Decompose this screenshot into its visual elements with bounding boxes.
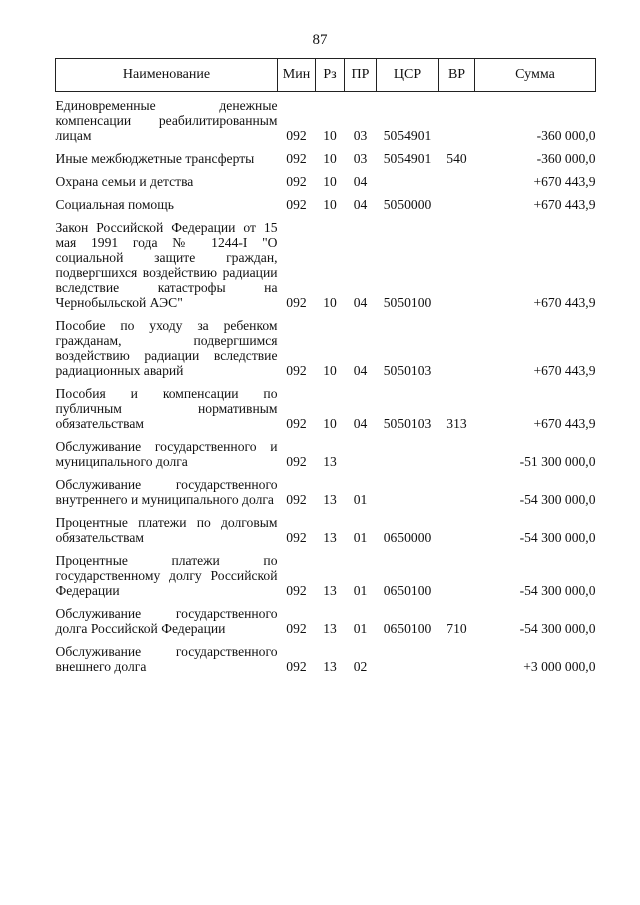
cell-csr: 0650100 xyxy=(383,583,432,598)
cell-sum: -51 300 000,0 xyxy=(519,454,596,469)
cell-rz: 10 xyxy=(323,128,337,143)
cell-vr: 710 xyxy=(446,621,467,636)
cell-name: Процентные платежи по государственному долгу Российской Федерации xyxy=(55,553,278,598)
header-rz: Рз xyxy=(316,59,345,92)
cell-min: 092 xyxy=(286,197,307,212)
cell-csr: 5050103 xyxy=(383,363,432,378)
cell-csr xyxy=(377,471,439,509)
table-row xyxy=(56,312,596,380)
cell-csr: 0650100 xyxy=(383,621,432,636)
cell-min: 092 xyxy=(286,128,307,143)
cell-pr: 01 xyxy=(353,492,368,507)
cell-vr xyxy=(439,312,475,380)
page-number: 87 xyxy=(312,32,328,48)
cell-sum: -54 300 000,0 xyxy=(519,621,596,636)
header-min: Мин xyxy=(278,59,316,92)
header-pr: ПР xyxy=(345,59,377,92)
table-row xyxy=(56,145,596,168)
cell-sum: +670 443,9 xyxy=(533,197,596,212)
cell-pr xyxy=(345,433,377,471)
cell-pr: 01 xyxy=(353,621,368,636)
table-row xyxy=(56,168,596,191)
cell-pr: 04 xyxy=(353,363,368,378)
header-sum: Сумма xyxy=(475,59,596,92)
cell-rz: 10 xyxy=(323,174,337,189)
cell-vr: 540 xyxy=(446,151,467,166)
cell-sum: -54 300 000,0 xyxy=(519,583,596,598)
cell-csr xyxy=(377,638,439,676)
cell-rz: 13 xyxy=(323,583,337,598)
cell-vr xyxy=(439,471,475,509)
cell-vr xyxy=(439,168,475,191)
cell-rz: 10 xyxy=(323,416,337,431)
cell-min: 092 xyxy=(286,295,307,310)
cell-pr: 04 xyxy=(353,197,368,212)
header-name: Наименование xyxy=(56,59,278,92)
cell-pr: 02 xyxy=(353,659,368,674)
cell-pr: 04 xyxy=(353,295,368,310)
cell-csr xyxy=(377,168,439,191)
cell-name: Обслуживание государственного внутреннего и муниципального долга xyxy=(55,477,278,507)
cell-pr: 01 xyxy=(353,583,368,598)
cell-vr xyxy=(439,547,475,600)
cell-csr: 5054901 xyxy=(383,151,432,166)
cell-rz: 10 xyxy=(323,295,337,310)
cell-sum: -54 300 000,0 xyxy=(519,530,596,545)
cell-min: 092 xyxy=(286,659,307,674)
cell-name: Закон Российской Федерации от 15 мая 1991 года № 1244-I "О социальной защите граждан, подвергшихся воздействию радиации вследствие катастрофы на Чернобыльской АЭС" xyxy=(55,220,278,310)
cell-min: 092 xyxy=(286,151,307,166)
cell-vr: 313 xyxy=(446,416,467,431)
cell-sum: +670 443,9 xyxy=(533,174,596,189)
cell-csr: 5050000 xyxy=(383,197,432,212)
cell-sum: +670 443,9 xyxy=(533,416,596,431)
header-csr: ЦСР xyxy=(377,59,439,92)
cell-csr: 5050100 xyxy=(383,295,432,310)
cell-csr: 5050103 xyxy=(383,416,432,431)
table-row xyxy=(56,600,596,638)
table-row xyxy=(56,509,596,547)
table-row xyxy=(56,214,596,312)
cell-sum: +670 443,9 xyxy=(533,363,596,378)
cell-rz: 10 xyxy=(323,151,337,166)
cell-name: Обслуживание государственного долга Российской Федерации xyxy=(55,606,278,636)
cell-name: Иные межбюджетные трансферты xyxy=(55,151,255,166)
table-row xyxy=(56,92,596,146)
cell-min: 092 xyxy=(286,363,307,378)
cell-name: Охрана семьи и детства xyxy=(55,174,194,189)
cell-vr xyxy=(439,433,475,471)
cell-min: 092 xyxy=(286,530,307,545)
cell-pr: 04 xyxy=(353,174,368,189)
cell-min: 092 xyxy=(286,492,307,507)
cell-rz: 13 xyxy=(323,492,337,507)
cell-name: Единовременные денежные компенсации реабилитированным лицам xyxy=(55,98,278,143)
cell-sum: -360 000,0 xyxy=(536,128,596,143)
cell-min: 092 xyxy=(286,583,307,598)
cell-name: Процентные платежи по долговым обязательствам xyxy=(55,515,278,545)
cell-csr: 5054901 xyxy=(383,128,432,143)
cell-rz: 10 xyxy=(323,363,337,378)
cell-vr xyxy=(439,191,475,214)
header-vr: ВР xyxy=(439,59,475,92)
cell-vr xyxy=(439,214,475,312)
cell-csr: 0650000 xyxy=(383,530,432,545)
cell-pr: 03 xyxy=(353,128,368,143)
cell-vr xyxy=(439,509,475,547)
cell-sum: -54 300 000,0 xyxy=(519,492,596,507)
cell-min: 092 xyxy=(286,174,307,189)
cell-vr xyxy=(439,638,475,676)
cell-rz: 13 xyxy=(323,454,337,469)
cell-rz: 13 xyxy=(323,621,337,636)
cell-csr xyxy=(377,433,439,471)
table-row xyxy=(56,191,596,214)
cell-sum: -360 000,0 xyxy=(536,151,596,166)
cell-name: Обслуживание государственного внешнего долга xyxy=(55,644,278,674)
cell-sum: +670 443,9 xyxy=(533,295,596,310)
cell-rz: 13 xyxy=(323,659,337,674)
cell-vr xyxy=(439,92,475,146)
table-row xyxy=(56,547,596,600)
cell-min: 092 xyxy=(286,621,307,636)
table-row xyxy=(56,380,596,433)
budget-table xyxy=(55,58,596,676)
table-row xyxy=(56,471,596,509)
cell-pr: 01 xyxy=(353,530,368,545)
cell-name: Социальная помощь xyxy=(55,197,174,212)
table-row xyxy=(56,638,596,676)
cell-name: Обслуживание государственного и муниципального долга xyxy=(55,439,278,469)
cell-pr: 03 xyxy=(353,151,368,166)
cell-pr: 04 xyxy=(353,416,368,431)
cell-name: Пособия и компенсации по публичным нормативным обязательствам xyxy=(55,386,278,431)
cell-sum: +3 000 000,0 xyxy=(523,659,596,674)
cell-name: Пособие по уходу за ребенком гражданам, подвергшимся воздействию радиации вследствие радиационных аварий xyxy=(55,318,278,378)
cell-min: 092 xyxy=(286,416,307,431)
table-header-row xyxy=(56,59,596,92)
cell-min: 092 xyxy=(286,454,307,469)
cell-rz: 13 xyxy=(323,530,337,545)
cell-rz: 10 xyxy=(323,197,337,212)
table-row xyxy=(56,433,596,471)
